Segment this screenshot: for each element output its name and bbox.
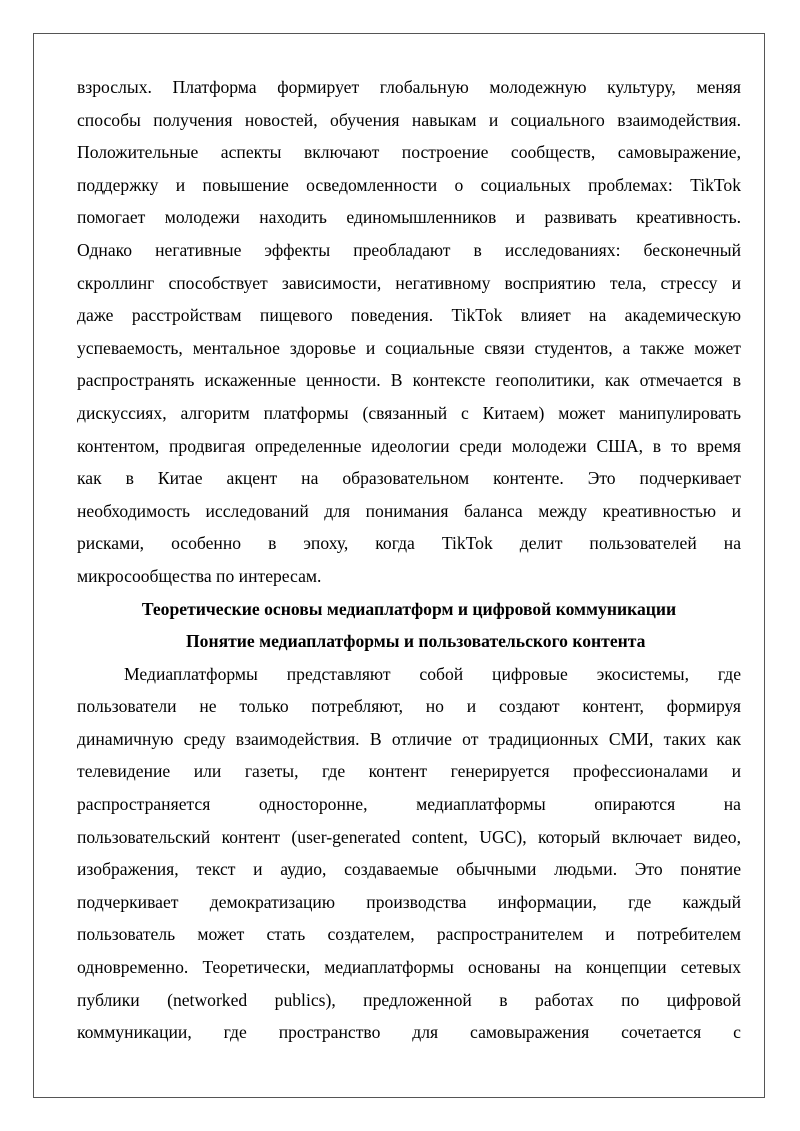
text-line: дискуссиях, алгоритм платформы (связанный с Китаем) может манипулировать [77, 402, 741, 423]
text-line: контентом, продвигая определенные идеологии среди молодежи США, в то время [77, 435, 741, 456]
text-line: подчеркивает демократизацию производства информации, где каждый [77, 891, 741, 912]
paragraph-media-platforms [77, 658, 741, 1049]
text-line: помогает молодежи находить единомышленников и развивать креативность. [77, 207, 741, 228]
text-line: пользовательский контент (user-generated content, UGC), который включает видео, [77, 826, 741, 847]
text-line: взрослых. Платформа формирует глобальную молодежную культуру, меняя [77, 77, 741, 97]
text-line: необходимость исследований для понимания баланса между креативностью и [77, 500, 741, 521]
text-line: Однако негативные эффекты преобладают в исследованиях: бесконечный [77, 239, 741, 260]
text-line: публики (networked publics), предложенной в работах по цифровой [77, 989, 741, 1010]
subsection-heading: Понятие медиаплатформы и пользовательского контента [186, 631, 646, 652]
text-line: Медиаплатформы представляют собой цифровые экосистемы, где [124, 663, 741, 684]
text-line: успеваемость, ментальное здоровье и социальные связи студентов, а также может [77, 337, 741, 358]
text-line: распространяется односторонне, медиаплатформы опираются на [77, 794, 741, 815]
text-line: пользователь может стать создателем, распространителем и потребителем [77, 924, 741, 945]
text-line: поддержку и повышение осведомленности о социальных проблемах: TikTok [77, 174, 741, 195]
text-line: способы получения новостей, обучения навыкам и социального взаимодействия. [77, 109, 741, 130]
document-body [77, 71, 741, 1049]
text-line: Положительные аспекты включают построение сообществ, самовыражение, [77, 142, 741, 163]
text-line: как в Китае акцент на образовательном контенте. Это подчеркивает [77, 468, 741, 489]
text-line: скроллинг способствует зависимости, негативному восприятию тела, стрессу и [77, 272, 741, 293]
text-line: телевидение или газеты, где контент генерируется профессионалами и [77, 761, 741, 782]
paragraph-tiktok-impact [77, 71, 741, 593]
text-line: микросообщества по интересам. [77, 565, 322, 586]
text-line: одновременно. Теоретически, медиаплатформы основаны на концепции сетевых [77, 957, 741, 978]
text-line: распространять искаженные ценности. В контексте геополитики, как отмечается в [77, 370, 741, 391]
text-line: даже расстройствам пищевого поведения. TikTok влияет на академическую [77, 305, 741, 326]
text-line: коммуникации, где пространство для самовыражения сочетается с [77, 1022, 741, 1043]
text-line: пользователи не только потребляют, но и создают контент, формируя [77, 696, 741, 717]
text-line: рисками, особенно в эпоху, когда TikTok делит пользователей на [77, 533, 741, 554]
section-heading: Теоретические основы медиаплатформ и цифровой коммуникации [141, 598, 677, 619]
text-line: изображения, текст и аудио, создаваемые обычными людьми. Это понятие [77, 859, 741, 880]
text-line: динамичную среду взаимодействия. В отличие от традиционных СМИ, таких как [77, 728, 741, 749]
